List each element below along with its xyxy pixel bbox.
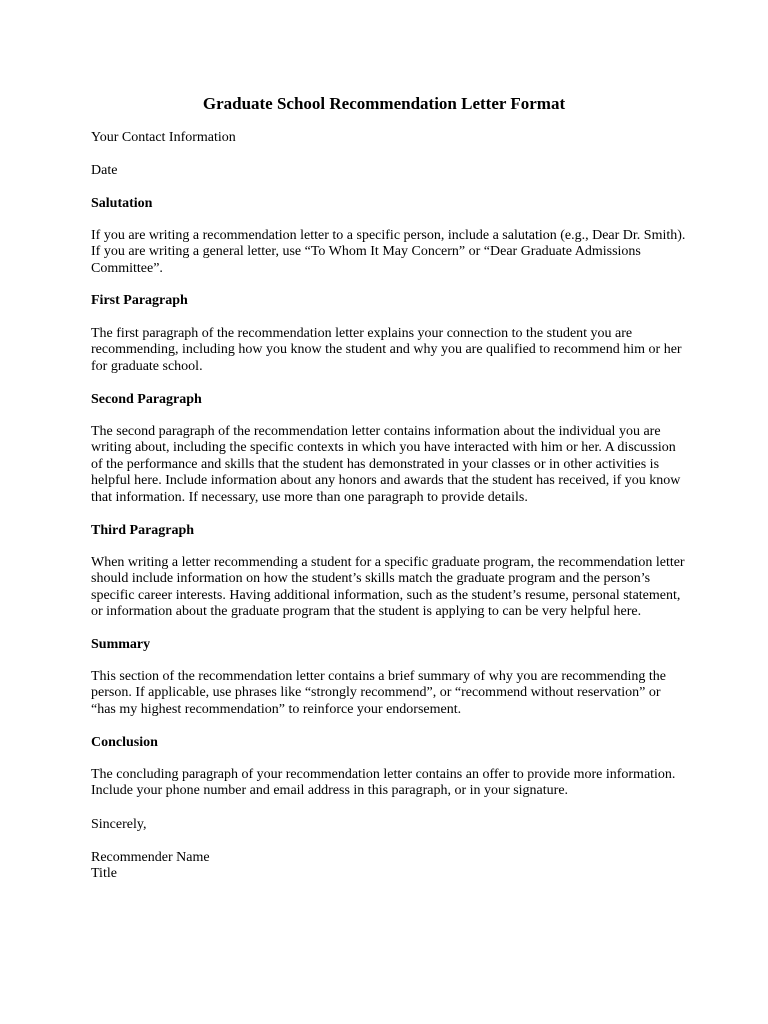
body-line: specific career interests. Having additional information, such as the student’s resume, personal statement,	[91, 587, 681, 603]
section-body-third-paragraph	[91, 555, 691, 621]
section-body-summary	[91, 669, 691, 718]
body-line: person. If applicable, use phrases like “strongly recommend”, or “recommend without reservation” or	[91, 685, 661, 701]
body-line: Committee”.	[91, 260, 163, 276]
document-title: Graduate School Recommendation Letter Format	[202, 94, 566, 113]
date-line: Date	[91, 163, 118, 178]
closing-line: Sincerely,	[91, 817, 147, 832]
body-line: that information. If necessary, use more than one paragraph to provide details.	[91, 489, 528, 505]
section-heading-conclusion: Conclusion	[91, 735, 158, 750]
body-line: The second paragraph of the recommendation letter contains information about the individual you are	[91, 424, 661, 439]
section-body-conclusion	[91, 767, 691, 800]
body-line: writing about, including the specific contexts in which you have interacted with him or her. A discussion	[91, 440, 676, 456]
body-line: Include your phone number and email address in this paragraph, or in your signature.	[91, 783, 569, 799]
body-line: recommending, including how you know the student and why you are qualified to recommend him or her	[91, 342, 682, 358]
body-line: helpful here. Include information about any honors and awards that the student has received, if you know	[91, 473, 681, 489]
signer-title: Title	[91, 866, 117, 881]
body-line: When writing a letter recommending a student for a specific graduate program, the recommendation letter	[91, 555, 685, 570]
body-line: The first paragraph of the recommendation letter explains your connection to the student you are	[91, 326, 633, 341]
section-heading-summary: Summary	[91, 637, 151, 652]
contact-info-line: Your Contact Information	[91, 130, 236, 145]
body-line: The concluding paragraph of your recommendation letter contains an offer to provide more information.	[91, 767, 676, 782]
section-body-second-paragraph	[91, 424, 691, 506]
body-line: of the performance and skills that the student has demonstrated in your classes or in other activities is	[91, 456, 660, 472]
signer-name: Recommender Name	[91, 850, 210, 865]
section-body-first-paragraph	[91, 326, 691, 375]
section-heading-salutation: Salutation	[91, 196, 153, 211]
body-line: “has my highest recommendation” to reinforce your endorsement.	[91, 701, 462, 717]
body-line: for graduate school.	[91, 358, 203, 374]
body-line: If you are writing a general letter, use “To Whom It May Concern” or “Dear Graduate Admissions	[91, 244, 641, 260]
body-line: This section of the recommendation letter contains a brief summary of why you are recommending the	[91, 669, 666, 684]
section-body-salutation	[91, 228, 691, 277]
body-line: If you are writing a recommendation letter to a specific person, include a salutation (e.g., Dear Dr. Smith).	[91, 228, 686, 243]
section-heading-first-paragraph: First Paragraph	[91, 293, 188, 308]
section-heading-second-paragraph: Second Paragraph	[91, 392, 202, 407]
body-line: or information about the graduate program that the student is applying to can be very helpful here.	[91, 604, 642, 620]
section-heading-third-paragraph: Third Paragraph	[91, 523, 195, 538]
body-line: should include information on how the student’s skills match the graduate program and the person’s	[91, 571, 651, 587]
